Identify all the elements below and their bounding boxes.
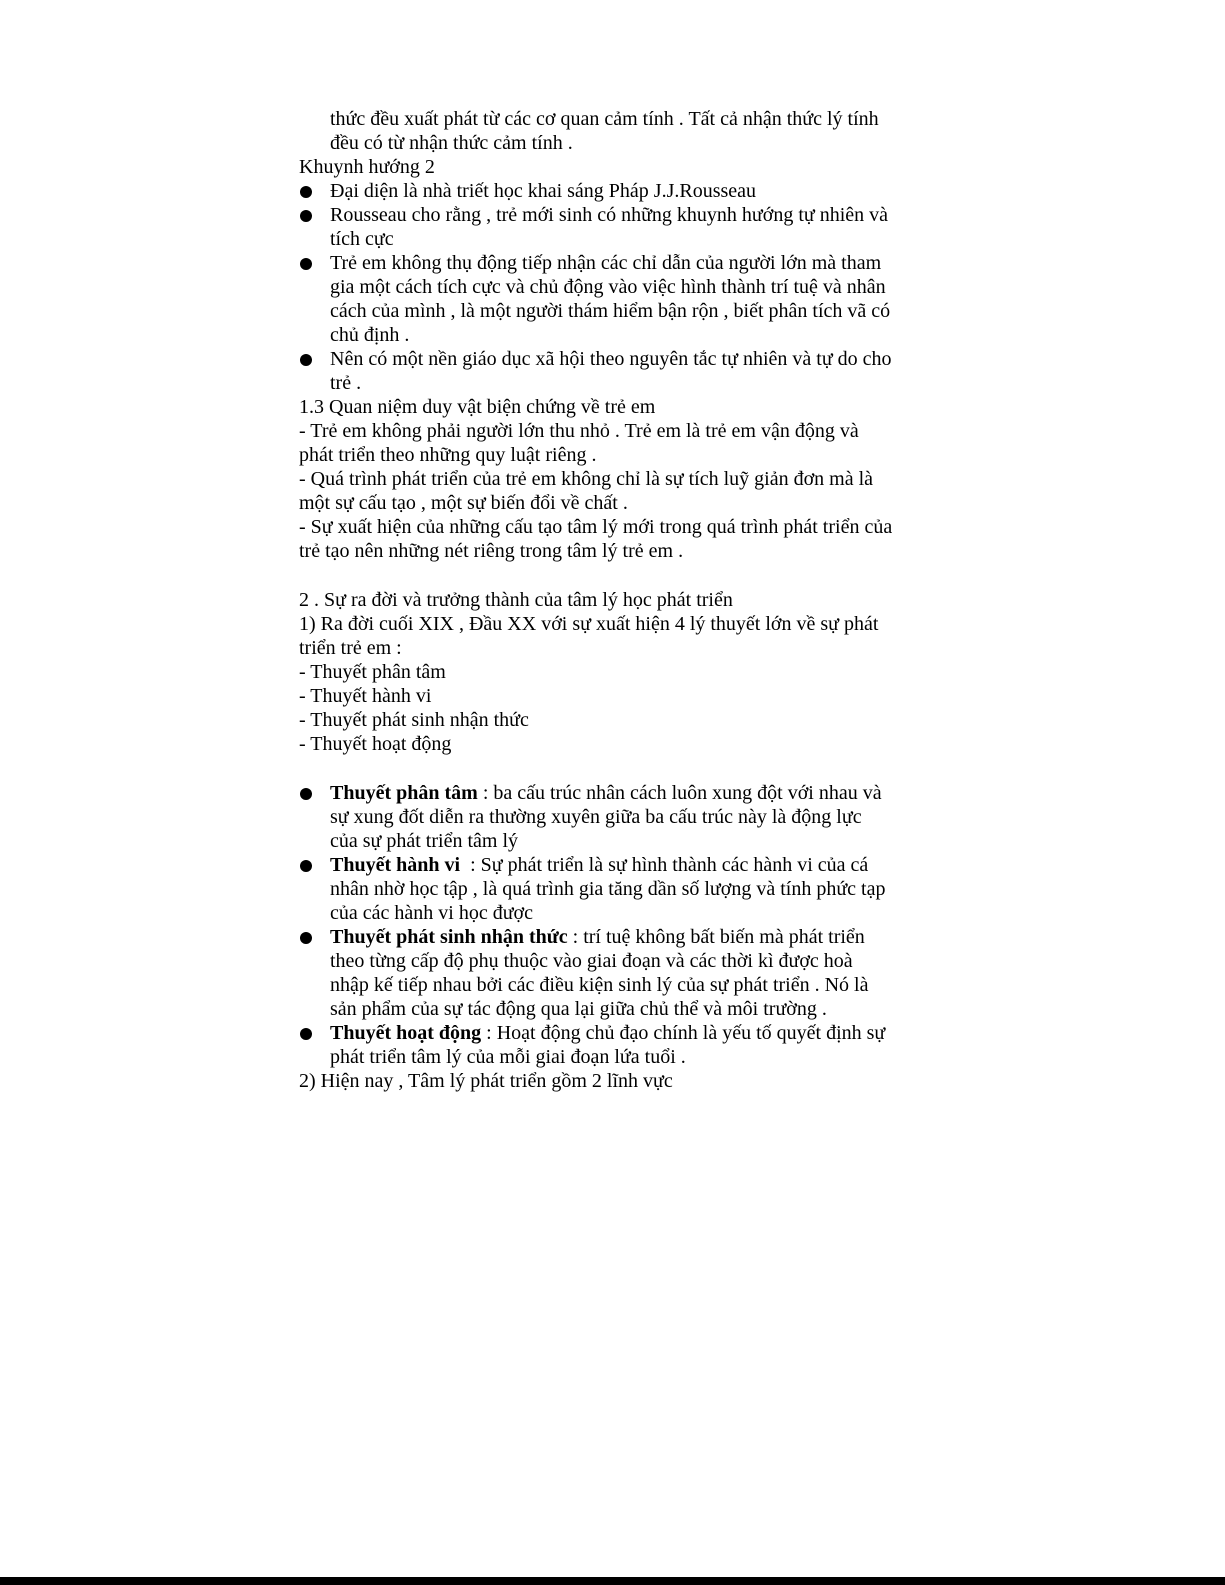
bullet-dot-icon [300, 788, 312, 800]
theory-description: : Sự phát triển là sự hình thành các hành vi của cá [460, 854, 869, 876]
theory-detail [299, 1021, 939, 1069]
theory-list-item: - Thuyết phân tâm [299, 661, 446, 683]
bullet-item [299, 347, 939, 395]
blank-line [299, 563, 939, 588]
theory-description: sự xung đốt diễn ra thường xuyên giữa ba cấu trúc này là động lực [330, 806, 862, 828]
theory-detail-first-line [330, 853, 939, 877]
theory-list-item: - Thuyết phát sinh nhận thức [299, 709, 529, 731]
bullet-text: trẻ . [330, 372, 362, 394]
theory-description: nhân nhờ học tập , là quá trình gia tăng dần số lượng và tính phức tạp [330, 878, 886, 900]
theory-detail-first-line [330, 781, 939, 805]
paragraph-line: - Quá trình phát triển của trẻ em không chỉ là sự tích luỹ giản đơn mà là [299, 468, 874, 490]
bullet-text: gia một cách tích cực và chủ động vào việc hình thành trí tuệ và nhân [330, 276, 886, 298]
theory-term: Thuyết hoạt động [330, 1022, 482, 1044]
bullet-dot-icon [300, 1028, 312, 1040]
theory-term: Thuyết hành vi [330, 854, 461, 876]
theory-description: theo từng cấp độ phụ thuộc vào giai đoạn và các thời kì được hoà [330, 950, 853, 972]
theory-description: : ba cấu trúc nhân cách luôn xung đột với nhau và [477, 782, 882, 804]
bullet-dot-icon [300, 210, 312, 222]
theory-description: phát triển tâm lý của mỗi giai đoạn lứa tuổi . [330, 1046, 686, 1068]
theory-detail [299, 853, 939, 925]
paragraph-line: một sự cấu tạo , một sự biến đổi về chất . [299, 492, 628, 514]
bullet-text: tích cực [330, 228, 394, 250]
bullet-dot-icon [300, 860, 312, 872]
paragraph-line: trẻ tạo nên những nét riêng trong tâm lý trẻ em . [299, 540, 684, 562]
theory-description: của sự phát triển tâm lý [330, 830, 519, 852]
paragraph-line: phát triển theo những quy luật riêng . [299, 444, 597, 466]
blank-line [299, 756, 939, 781]
bullet-item [299, 203, 939, 251]
intro-line: đều có từ nhận thức cảm tính . [330, 132, 573, 154]
theory-list-item: - Thuyết hoạt động [299, 733, 452, 755]
document-page [299, 107, 939, 1093]
theory-description: của các hành vi học được [330, 902, 533, 924]
bullet-dot-icon [300, 186, 312, 198]
bullet-item [299, 251, 939, 347]
bullet-dot-icon [300, 258, 312, 270]
bullet-item [299, 179, 939, 203]
theory-term: Thuyết phân tâm [330, 782, 478, 804]
bullet-text: chủ định . [330, 324, 410, 346]
paragraph-line: 2) Hiện nay , Tâm lý phát triển gồm 2 lĩnh vực [299, 1070, 673, 1092]
theory-detail-first-line [330, 925, 939, 949]
theory-description: sản phẩm của sự tác động qua lại giữa chủ thể và môi trường . [330, 998, 827, 1020]
theory-detail-first-line [330, 1021, 939, 1045]
section-heading: 2 . Sự ra đời và trưởng thành của tâm lý học phát triển [299, 589, 733, 611]
bullet-text: Đại diện là nhà triết học khai sáng Pháp J.J.Rousseau [330, 180, 757, 202]
theory-description: nhập kế tiếp nhau bởi các điều kiện sinh lý của sự phát triển . Nó là [330, 974, 869, 996]
bullet-text: cách của mình , là một người thám hiểm bận rộn , biết phân tích vã có [330, 300, 891, 322]
bullet-text: Trẻ em không thụ động tiếp nhận các chỉ dẫn của người lớn mà tham [330, 252, 882, 274]
theory-detail [299, 781, 939, 853]
theory-detail [299, 925, 939, 1021]
page-bottom-border [0, 1577, 1225, 1585]
paragraph-line: - Trẻ em không phải người lớn thu nhỏ . Trẻ em là trẻ em vận động và [299, 420, 859, 442]
bullet-dot-icon [300, 932, 312, 944]
paragraph-line: 1) Ra đời cuối XIX , Đầu XX với sự xuất hiện 4 lý thuyết lớn về sự phát [299, 613, 879, 635]
intro-line: thức đều xuất phát từ các cơ quan cảm tính . Tất cả nhận thức lý tính [330, 108, 879, 130]
tendency-heading: Khuynh hướng 2 [299, 156, 435, 178]
theory-list-item: - Thuyết hành vi [299, 685, 432, 707]
section-heading: 1.3 Quan niệm duy vật biện chứng về trẻ em [299, 396, 656, 418]
bullet-dot-icon [300, 354, 312, 366]
theory-description: : Hoạt động chủ đạo chính là yếu tố quyết định sự [481, 1022, 886, 1044]
paragraph-line: triển trẻ em : [299, 637, 402, 659]
bullet-text: Nên có một nền giáo dục xã hội theo nguyên tắc tự nhiên và tự do cho [330, 348, 892, 370]
theory-term: Thuyết phát sinh nhận thức [330, 926, 568, 948]
bullet-text: Rousseau cho rằng , trẻ mới sinh có những khuynh hướng tự nhiên và [330, 204, 889, 226]
theory-description: : trí tuệ không bất biến mà phát triển [567, 926, 865, 948]
paragraph-line: - Sự xuất hiện của những cấu tạo tâm lý mới trong quá trình phát triển của [299, 516, 893, 538]
